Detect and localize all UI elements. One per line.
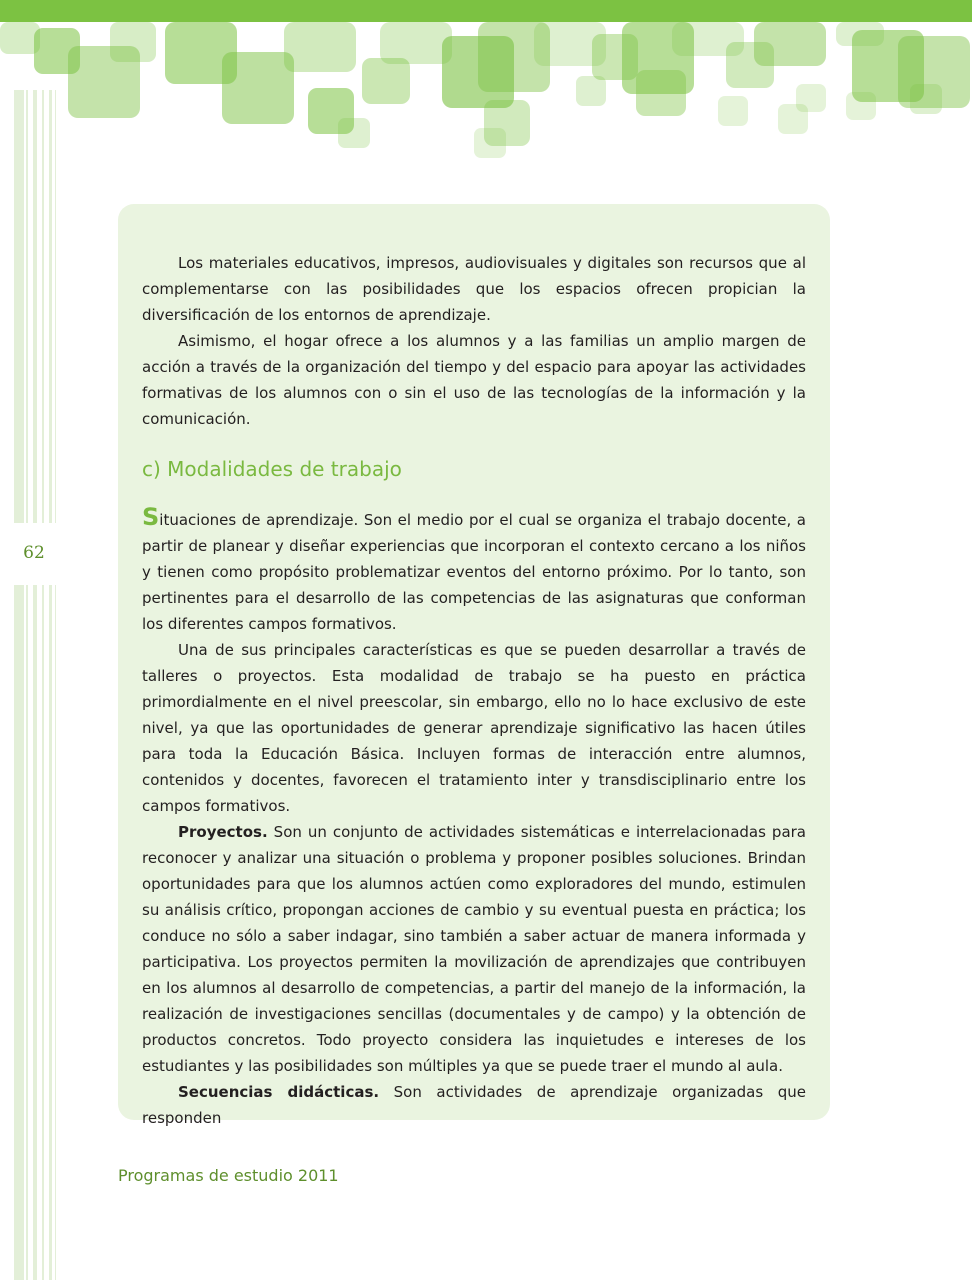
- paragraph-proyectos: [142, 819, 806, 1079]
- footer-title: Programas de estudio 2011: [118, 1166, 339, 1185]
- deco-square: [636, 70, 686, 116]
- deco-square: [362, 58, 410, 104]
- deco-square: [718, 96, 748, 126]
- deco-square: [338, 118, 370, 148]
- term-proyectos: Proyectos.: [178, 823, 268, 841]
- paragraph-secuencias: [142, 1079, 806, 1131]
- deco-square: [474, 128, 506, 158]
- paragraph-text: ituaciones de aprendizaje. Son el medio por el cual se organiza el trabajo docente, a partir de planear y diseñar experiencias que incorporan el contexto cercano a los niños y tienen como propósito problematizar eventos del entorno próximo. Por lo tanto, son pertinentes para el desarrollo de las competencias de las asignaturas que conforman los diferentes campos formativos.: [142, 511, 806, 633]
- left-margin-stripes: [12, 90, 58, 1280]
- drop-cap: S: [142, 503, 160, 531]
- paragraph-text: Son actividades de aprendizaje organizadas que responden: [142, 1083, 806, 1127]
- deco-square: [846, 92, 876, 120]
- header-decoration: [0, 0, 972, 170]
- deco-square: [796, 84, 826, 112]
- term-secuencias: Secuencias didácticas.: [178, 1083, 380, 1101]
- page-number: 62: [23, 543, 45, 563]
- deco-square: [754, 22, 826, 66]
- section-heading: c) Modalidades de trabajo: [142, 457, 402, 481]
- deco-square: [576, 76, 606, 106]
- deco-square: [380, 22, 452, 64]
- deco-square: [222, 52, 294, 124]
- deco-square: [0, 22, 40, 54]
- deco-square: [110, 22, 156, 62]
- paragraph-text: Son un conjunto de actividades sistemáticas e interrelacionadas para reconocer y analizar una situación o problema y proponer posibles soluciones. Brindan oportunidades para que los alumnos actúen como exploradores del mundo, estimulen su análisis crítico, propongan acciones de cambio y su eventual puesta en práctica; los conduce no sólo a saber indagar, sino también a saber actuar de manera informada y participativa. Los proyectos permiten la movilización de aprendizajes que contribuyen en los alumnos al desarrollo de competencias, a partir del manejo de la información, la realización de investigaciones sencillas (documentales y de campo) y la obtención de productos concretos. Todo proyecto considera las inquietudes e intereses de los estudiantes y las posibilidades son múltiples ya que se puede traer el mundo al aula.: [142, 823, 806, 1075]
- paragraph-hogar: Asimismo, el hogar ofrece a los alumnos y a las familias un amplio margen de acción a través de la organización del tiempo y del espacio para apoyar las actividades formativas de los alumnos con o sin el uso de las tecnologías de la información y la comunicación.: [142, 332, 806, 428]
- paragraph-caracteristicas: Una de sus principales características es que se pueden desarrollar a través de talleres o proyectos. Esta modalidad de trabajo se ha puesto en práctica primordialmente en el nivel preescolar, sin embargo, ello no lo hace exclusivo de este nivel, ya que las oportunidades de generar aprendizaje significativo las hacen útiles para toda la Educación Básica. Incluyen formas de interacción entre alumnos, contenidos y docentes, favorecen el tratamiento inter y transdisciplinario entre los campos formativos.: [142, 641, 806, 815]
- deco-square: [910, 84, 942, 114]
- paragraph-situaciones: [142, 504, 806, 637]
- deco-square: [284, 22, 356, 72]
- paragraph-materiales: Los materiales educativos, impresos, audiovisuales y digitales son recursos que al complementarse con las posibilidades que los espacios ofrecen propician la diversificación de los entornos de aprendizaje.: [142, 254, 806, 324]
- article-body: [142, 250, 806, 1131]
